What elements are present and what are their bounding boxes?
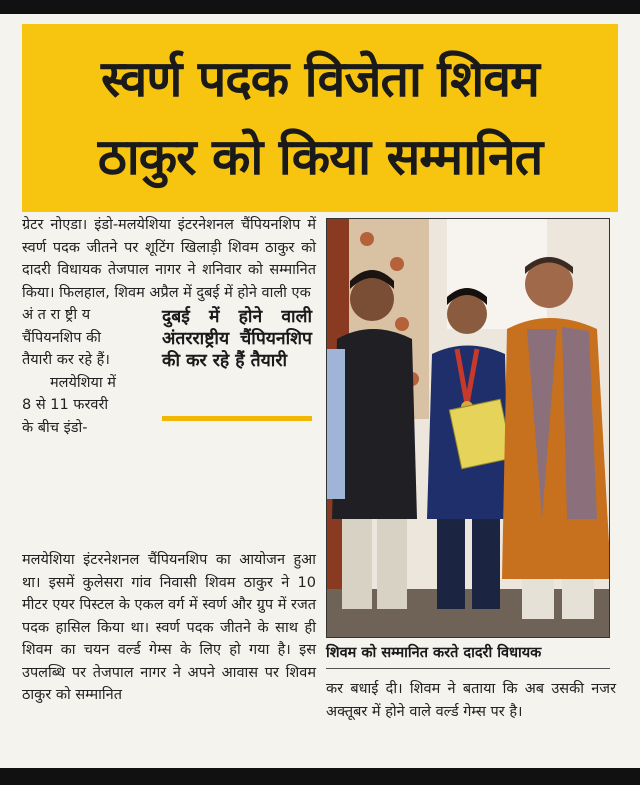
- top-bezel: [0, 0, 640, 14]
- headline-line-1: स्वर्ण पदक विजेता शिवम: [101, 50, 539, 108]
- pullquote-rule: [162, 416, 312, 421]
- photo-illustration: [327, 219, 610, 638]
- bottom-bezel: [0, 768, 640, 785]
- pullquote-area: [22, 304, 316, 440]
- inline-line: के बीच इंडो-: [22, 419, 88, 436]
- article-continuation: मलयेशिया इंटरनेशनल चैंपियनशिप का आयोजन हुआ था। इसमें कुलेसरा गांव निवासी शिवम ठाकुर ने 10 मीटर एयर पिस्टल के एकल वर्ग में स्वर्ण और ग्रुप में रजत पदक हासिल किया था। स्वर्ण पदक जीतने के साथ ही शिवम का चयन वर्ल्ड गेम्स के लिए हो गया है। इस उपलब्धि पर तेजपाल नागर ने अपने आवास पर शिवम ठाकुर को सम्मानित: [22, 552, 316, 703]
- inline-line: तैयारी कर रहे हैं।: [22, 352, 110, 368]
- inline-line: अं त रा ष्ट्री य: [22, 307, 91, 323]
- article-right-column: कर बधाई दी। शिवम ने बताया कि अब उसकी नजर अक्तूबर में होने वाले वर्ल्ड गेम्स पर है।: [326, 681, 616, 720]
- photo-caption: शिवम को सम्मानित करते दादरी विधायक: [326, 645, 542, 661]
- newspaper-clipping: [0, 14, 640, 768]
- caption-divider: [326, 668, 610, 669]
- pullquote: दुबई में होने वाली अंतरराष्ट्रीय चैंपियनशिप की कर रहे हैं तैयारी: [162, 307, 312, 371]
- inline-line: मलयेशिया में: [50, 374, 116, 391]
- headline-banner: [22, 24, 618, 212]
- article-intro: ग्रेटर नोएडा। इंडो-मलयेशिया इंटरनेशनल चैंपियनशिप में स्वर्ण पदक जीतने पर शूटिंग खिलाड़ी शिवम ठाकुर को दादरी विधायक तेजपाल नागर ने शनिवार को सम्मानित किया। फिलहाल, शिवम अप्रैल में दुबई में होने वाली एक: [22, 217, 316, 301]
- award-photo: [326, 218, 610, 638]
- inline-line: चैंपियनशिप की: [22, 329, 102, 346]
- inline-text-block: [22, 304, 154, 439]
- headline-line-2: ठाकुर को किया सम्मानित: [97, 128, 543, 186]
- inline-line: 8 से 11 फरवरी: [22, 397, 109, 413]
- article-intro-column: [22, 214, 316, 440]
